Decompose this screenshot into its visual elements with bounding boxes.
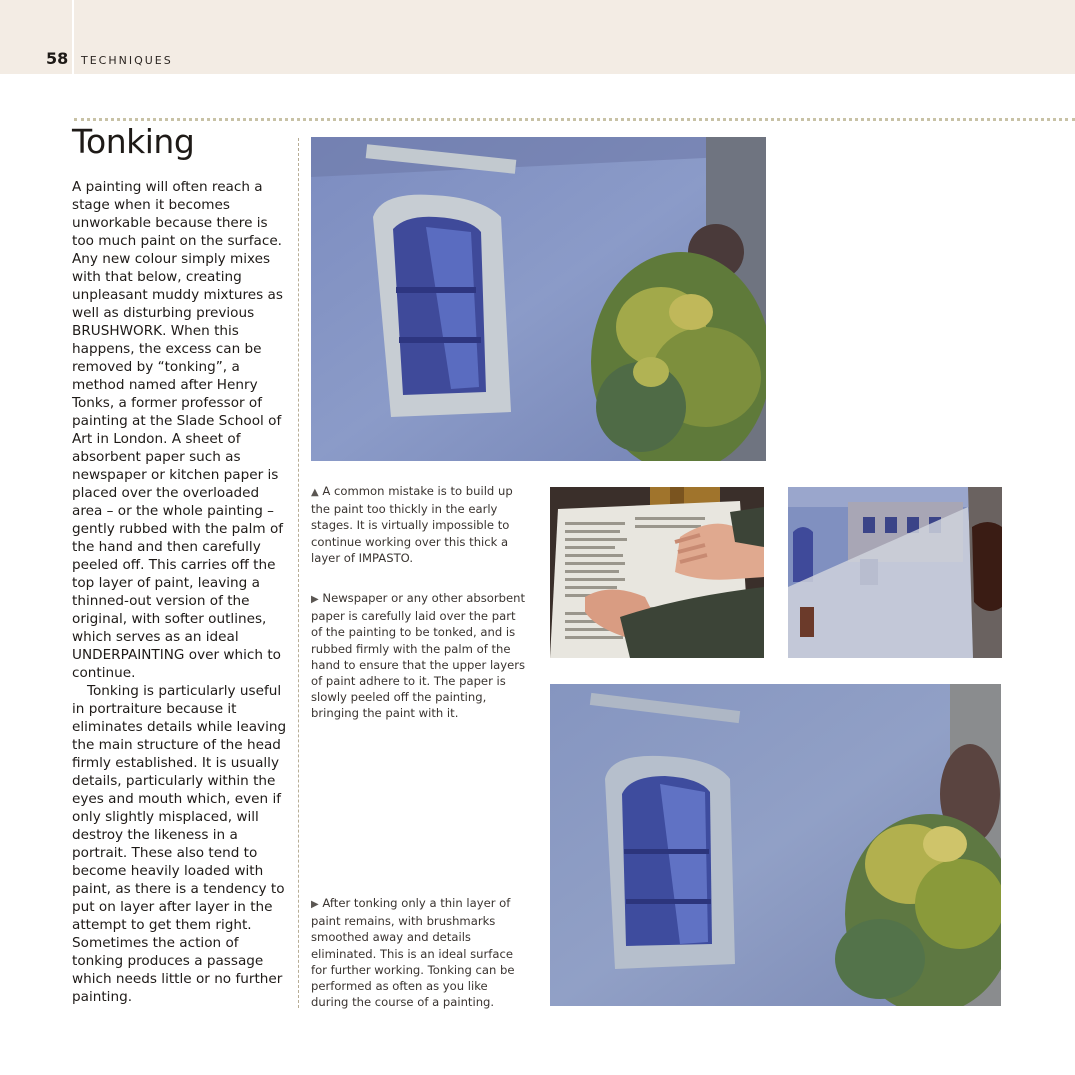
page-number: 58 — [46, 49, 69, 68]
body-paragraph: A painting will often reach a stage when it becomes unworkable because there is too much paint on the surface. Any new colour simply mixes with that below, creating unpleasant muddy mixtures as well as disturbing previous BRUSHWORK. When this happens, the excess can be removed by “tonking”, a method named after Henry Tonks, a former professor of painting at the Slade School of Art in London. A sheet of absorbent paper such as newspaper or kitchen paper is placed over the overloaded area – or the whole painting – gently rubbed with the palm of the hand and then carefully peeled off. This carries off the top layer of paint, leaving a thinned-out version of the original, with softer outlines, which serves as an ideal UNDERPAINTING over which to continue. — [72, 179, 284, 681]
article-body — [72, 178, 288, 1006]
up-triangle-icon: ▲ — [311, 487, 319, 498]
caption-thick-impasto — [311, 483, 527, 566]
column-divider — [298, 138, 299, 1008]
article-title: Tonking — [72, 122, 195, 161]
caption-text: After tonking only a thin layer of paint remains, with brushmarks smoothed away and details eliminated. This is an ideal surface for further working. Tonking can be performed as often as you like during the course of a painting. — [311, 896, 515, 1010]
caption-after-tonking — [311, 895, 523, 1010]
right-triangle-icon: ▶ — [311, 594, 319, 605]
caption-newspaper — [311, 590, 529, 722]
photo-thick-impasto-painting — [311, 137, 766, 461]
photo-hands-rubbing-newspaper — [550, 487, 764, 658]
photo-after-tonking — [550, 684, 1001, 1006]
caption-text: Newspaper or any other absorbent paper is carefully laid over the part of the painting to be tonked, and is rubbed firmly with the palm of the hand to ensure that the upper layers of paint adhere to it. The paper is slowly peeled off the painting, bringing the paint with it. — [311, 591, 526, 721]
photo-peeling-paper — [788, 487, 1002, 658]
dotted-rule — [74, 118, 1075, 121]
right-triangle-icon: ▶ — [311, 899, 319, 910]
body-paragraph: Tonking is particularly useful in portraiture because it eliminates details while leaving the main structure of the head firmly established. It is usually details, particularly within the eyes and mouth which, even if only slightly misplaced, will destroy the likeness in a portrait. These also tend to become heavily loaded with paint, as there is a tendency to put on layer after layer in the attempt to get them right. Sometimes the action of tonking produces a passage which needs little or no further painting. — [72, 683, 287, 1005]
caption-text: A common mistake is to build up the paint too thickly in the early stages. It is virtually impossible to continue working over this thick a layer of IMPASTO. — [311, 484, 513, 565]
header-divider — [72, 0, 74, 74]
section-label: TECHNIQUES — [81, 54, 173, 67]
